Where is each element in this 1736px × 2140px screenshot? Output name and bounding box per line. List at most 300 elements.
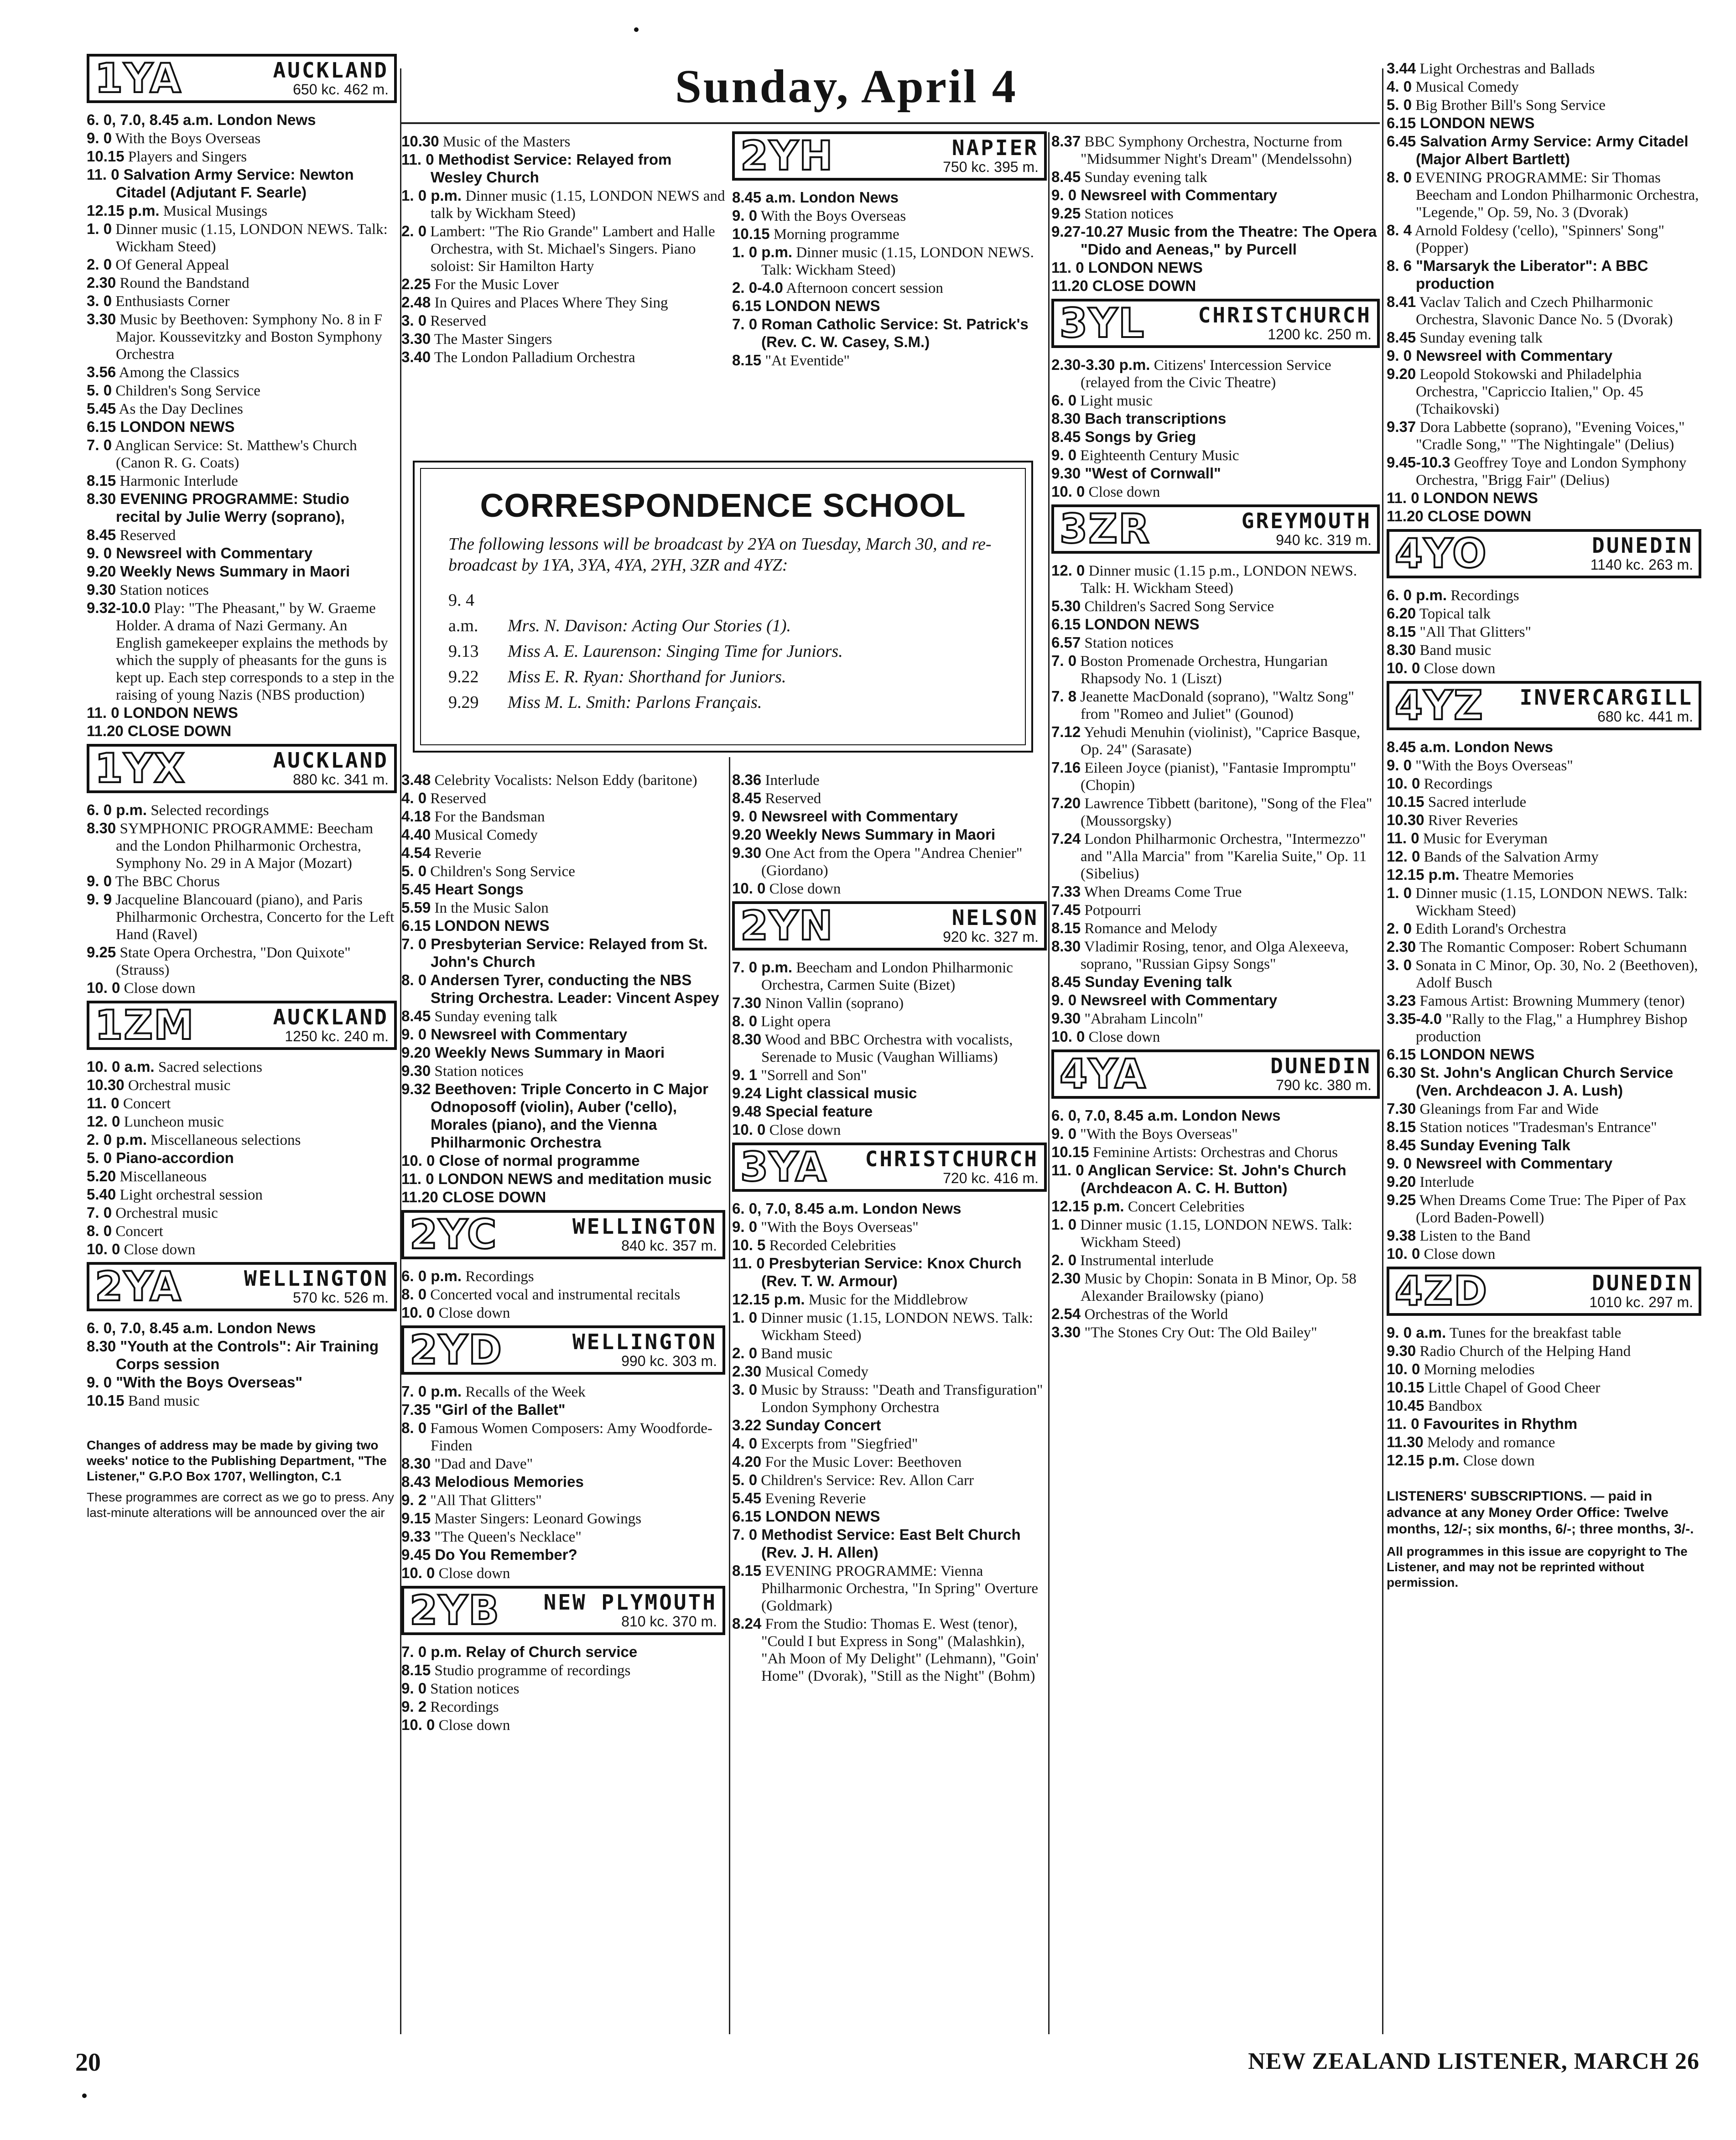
programme-entry bbox=[1387, 1379, 1701, 1397]
programme-title: Recordings bbox=[462, 1268, 534, 1285]
programme-entry bbox=[1051, 616, 1380, 634]
programme-entry bbox=[401, 330, 725, 348]
programme-title: Newsreel with Commentary bbox=[1412, 1155, 1613, 1172]
programme-title: London News bbox=[213, 1319, 316, 1336]
programme-time: 7. 0 p.m. bbox=[401, 1643, 462, 1660]
programme-entry bbox=[87, 130, 397, 147]
programme-time: 8. 4 bbox=[1387, 222, 1412, 239]
programme-time: 11.20 bbox=[1387, 508, 1424, 525]
station-frequency: 1010 kc. 297 m. bbox=[1589, 1293, 1693, 1310]
programme-entry bbox=[87, 1149, 397, 1167]
programme-time: 8.45 bbox=[1387, 1137, 1416, 1153]
programme-time: 10.30 bbox=[1387, 811, 1424, 828]
station-call-sign: 2YD bbox=[410, 1326, 503, 1373]
programme-time: 6. 0 bbox=[1051, 392, 1077, 409]
programme-time: 8.30 bbox=[1387, 641, 1416, 658]
programme-title: Reverie bbox=[431, 845, 482, 862]
station-call-sign: 1ZM bbox=[95, 1002, 195, 1049]
programme-title: Studio programme of recordings bbox=[431, 1662, 631, 1679]
programme-title: Close down bbox=[435, 1305, 510, 1321]
programme-entry bbox=[732, 244, 1047, 279]
programme-entry bbox=[87, 979, 397, 997]
programme-title: Bands of the Salvation Army bbox=[1420, 849, 1599, 865]
programme-title: Anglican Service: St. Matthew's Church (Canon R. G. Coats) bbox=[112, 437, 357, 471]
programme-entry bbox=[1051, 447, 1380, 464]
programme-entry bbox=[1387, 938, 1701, 956]
programme-time: 8.41 bbox=[1387, 293, 1416, 310]
programme-entry bbox=[1387, 956, 1701, 992]
programme-entry bbox=[401, 275, 725, 293]
programme-title: Dinner music (1.15 p.m., LONDON NEWS. Talk: H. Wickham Steed) bbox=[1081, 563, 1357, 597]
station-call-sign: 3ZR bbox=[1060, 505, 1150, 552]
programme-title: Close down bbox=[765, 881, 841, 897]
programme-time: 8.45 bbox=[1051, 168, 1081, 185]
programme-title: Dora Labbette (soprano), "Evening Voices," "Cradle Song," "The Nightingale" (Delius) bbox=[1416, 419, 1685, 453]
programme-entry bbox=[87, 944, 397, 979]
programme-time: 9.30 bbox=[1387, 1342, 1416, 1359]
programme-time: 8.45 bbox=[1051, 973, 1081, 990]
programme-entry bbox=[87, 545, 397, 562]
programme-time: 10. 0 bbox=[732, 880, 766, 897]
programme-time: 7.30 bbox=[1387, 1100, 1416, 1117]
programme-time: 9.45 bbox=[401, 1546, 431, 1563]
programme-time: 4.18 bbox=[401, 808, 431, 825]
station-frequency: 840 kc. 357 m. bbox=[621, 1237, 717, 1254]
programme-title: Methodist Service: Relayed from Wesley Church bbox=[431, 151, 672, 186]
programme-title: Reserved bbox=[426, 790, 487, 807]
station-frequency: 1200 kc. 250 m. bbox=[1268, 326, 1372, 343]
programme-time: 7.30 bbox=[732, 994, 762, 1011]
programme-title: Sunday Evening talk bbox=[1081, 973, 1232, 990]
alteration-notice: These programmes are correct as we go to press. Any last-minute alterations will be announced over the air bbox=[87, 1490, 394, 1520]
programme-title: Instrumental interlude bbox=[1076, 1252, 1214, 1269]
programme-time: 11. 0 bbox=[1051, 259, 1084, 276]
programme-time: 9. 0 a.m. bbox=[1387, 1324, 1446, 1341]
programme-time: 7.24 bbox=[1051, 830, 1081, 847]
station-frequency: 720 kc. 416 m. bbox=[943, 1169, 1039, 1186]
programme-entry bbox=[1387, 257, 1701, 293]
programme-list bbox=[401, 1383, 725, 1582]
programme-entry bbox=[732, 1121, 1047, 1139]
station-4ya bbox=[1051, 1049, 1380, 1099]
programme-time: 7. 0 p.m. bbox=[401, 1383, 462, 1400]
programme-time: 9. 0 bbox=[1387, 347, 1412, 364]
programme-time: 10.15 bbox=[732, 225, 770, 242]
column-rule bbox=[1048, 132, 1050, 2034]
station-1zm bbox=[87, 1001, 397, 1050]
programme-entry bbox=[732, 1381, 1047, 1416]
programme-time: 5.40 bbox=[87, 1186, 116, 1203]
programme-time: 8. 0 bbox=[1387, 169, 1412, 186]
programme-time: 11. 0 bbox=[1387, 1415, 1419, 1432]
station-call-sign: 2YB bbox=[410, 1587, 500, 1634]
station-frequency: 810 kc. 370 m. bbox=[621, 1613, 717, 1630]
programme-title: Gleanings from Far and Wide bbox=[1416, 1101, 1599, 1117]
programme-entry bbox=[1051, 1143, 1380, 1161]
programme-title: Reserved bbox=[761, 790, 821, 807]
programme-title: "The Stones Cry Out: The Old Bailey" bbox=[1081, 1325, 1317, 1341]
programme-title: Recordings bbox=[1447, 587, 1519, 604]
programme-entry bbox=[401, 1170, 725, 1188]
programme-time: 8.45 bbox=[1051, 428, 1081, 445]
programme-entry bbox=[732, 207, 1047, 225]
programme-title: "Abraham Lincoln" bbox=[1081, 1011, 1204, 1027]
programme-entry bbox=[732, 808, 1047, 826]
programme-title: Little Chapel of Good Cheer bbox=[1424, 1380, 1601, 1396]
programme-title: Orchestral music bbox=[112, 1205, 218, 1221]
programme-entry bbox=[87, 418, 397, 436]
programme-title: Light Orchestras and Ballads bbox=[1416, 61, 1595, 77]
programme-time: 9.32-10.0 bbox=[87, 599, 151, 616]
station-3yl bbox=[1051, 299, 1380, 348]
programme-title: The Master Singers bbox=[431, 331, 552, 348]
programme-time: 9.20 bbox=[1387, 365, 1416, 382]
lesson-entry bbox=[448, 664, 998, 690]
programme-entry bbox=[1051, 901, 1380, 919]
programme-time: 2.25 bbox=[401, 275, 431, 292]
programme-title: Edith Lorand's Orchestra bbox=[1412, 921, 1566, 937]
programme-entry bbox=[732, 994, 1047, 1012]
programme-title: Recorded Celebrities bbox=[765, 1237, 896, 1254]
programme-entry bbox=[401, 1267, 725, 1285]
programme-title: From the Studio: Thomas E. West (tenor), "Could I but Express in Song" (Malashkin), "Ah Moon of My Delight" (Lehmann), "Goin' Home" (Dvorak), "Still as the Night" (Bohm) bbox=[761, 1616, 1039, 1684]
programme-time: 10. 0 bbox=[401, 1564, 435, 1581]
programme-entry bbox=[401, 862, 725, 880]
programme-time: 7. 0 bbox=[1051, 652, 1077, 669]
programme-time: 8.30 bbox=[401, 1455, 431, 1472]
programme-title: Enthusiasts Corner bbox=[112, 293, 230, 310]
programme-list bbox=[1387, 738, 1701, 1263]
programme-time: 8.45 bbox=[87, 526, 116, 543]
programme-title: Geoffrey Toye and London Symphony Orchestra, "Brigg Fair" (Delius) bbox=[1416, 455, 1687, 488]
programme-title: In the Music Salon bbox=[431, 900, 549, 916]
programme-time: 12.15 p.m. bbox=[732, 1291, 805, 1308]
programme-entry bbox=[401, 790, 725, 807]
programme-title: Close down bbox=[765, 1122, 841, 1138]
programme-time: 8. 0 bbox=[401, 1419, 427, 1436]
programme-title: Jeanette MacDonald (soprano), "Waltz Song" from "Romeo and Juliet" (Gounod) bbox=[1076, 689, 1354, 722]
programme-entry bbox=[87, 1168, 397, 1185]
programme-entry bbox=[1051, 1324, 1380, 1341]
programme-time: 9. 0 bbox=[401, 1026, 427, 1043]
programme-title: River Reveries bbox=[1424, 812, 1518, 829]
programme-time: 10. 0 bbox=[87, 1241, 120, 1257]
programme-time: 8.24 bbox=[732, 1615, 762, 1632]
programme-entry bbox=[1051, 759, 1380, 794]
station-2yn bbox=[732, 901, 1047, 951]
station-3zr bbox=[1051, 504, 1380, 554]
programme-entry bbox=[732, 1526, 1047, 1562]
programme-entry bbox=[87, 599, 397, 704]
programme-time: 9.27-10.27 bbox=[1051, 223, 1123, 240]
programme-entry bbox=[87, 148, 397, 166]
programme-entry bbox=[401, 348, 725, 366]
programme-title: CLOSE DOWN bbox=[438, 1189, 546, 1205]
programme-title: Music for Everyman bbox=[1419, 831, 1548, 847]
programme-entry bbox=[1051, 973, 1380, 991]
programme-entry bbox=[1387, 992, 1701, 1010]
programme-time: 12. 0 bbox=[1387, 848, 1420, 865]
programme-entry bbox=[1387, 365, 1701, 418]
programme-title: "All That Glitters" bbox=[1416, 624, 1531, 640]
programme-title: In Quires and Places Where They Sing bbox=[431, 295, 668, 311]
programme-time: 6.15 bbox=[1387, 1046, 1416, 1063]
lesson-title: Miss M. L. Smith: Parlons Français. bbox=[508, 693, 762, 712]
programme-title: Orchestras of the World bbox=[1081, 1306, 1228, 1323]
programme-title: Weekly News Summary in Maori bbox=[116, 563, 350, 580]
programme-time: 10.15 bbox=[1387, 1379, 1424, 1396]
programme-title: Sonata in C Minor, Op. 30, No. 2 (Beethoven), Adolf Busch bbox=[1412, 957, 1698, 991]
programme-title: Close down bbox=[120, 1241, 196, 1258]
programme-title: Close down bbox=[435, 1565, 510, 1582]
programme-list bbox=[401, 133, 725, 366]
programme-title: Musical Comedy bbox=[431, 827, 538, 843]
programme-time: 8.15 bbox=[732, 352, 762, 369]
programme-time: 6.57 bbox=[1051, 634, 1081, 651]
programme-time: 10.15 bbox=[87, 148, 125, 165]
programme-title: Dinner music (1.15, LONDON NEWS. Talk: Wickham Steed) bbox=[761, 244, 1034, 278]
programme-time: 11.20 bbox=[401, 1189, 438, 1205]
programme-title: Concert Celebrities bbox=[1124, 1199, 1245, 1215]
programme-title: Arnold Foldesy ('cello), "Spinners' Song" (Popper) bbox=[1412, 223, 1665, 256]
programme-time: 9. 0 bbox=[1051, 447, 1077, 463]
programme-entry bbox=[87, 1113, 397, 1131]
programme-time: 4.20 bbox=[732, 1453, 762, 1470]
programme-title: EVENING PROGRAMME: Vienna Philharmonic Orchestra, "In Spring" Overture (Goldmark) bbox=[761, 1563, 1039, 1614]
programme-entry bbox=[732, 1103, 1047, 1121]
programme-title: Heart Songs bbox=[431, 881, 524, 898]
programme-time: 1. 0 bbox=[1387, 884, 1412, 901]
programme-time: 8. 0 bbox=[401, 1286, 427, 1303]
programme-time: 6. 0 p.m. bbox=[87, 801, 147, 818]
programme-entry bbox=[732, 880, 1047, 898]
programme-entry bbox=[87, 1374, 397, 1392]
programme-entry bbox=[87, 1186, 397, 1204]
programme-title: Close down bbox=[1459, 1453, 1535, 1469]
programme-title: Music by Beethoven: Symphony No. 8 in F Major. Koussevitzky and Boston Symphony Orchestra bbox=[116, 312, 383, 363]
programme-time: 7.20 bbox=[1051, 795, 1081, 811]
programme-entry bbox=[1051, 938, 1380, 973]
programme-entry bbox=[87, 274, 397, 292]
programme-time: 7.45 bbox=[1051, 901, 1081, 918]
programme-entry bbox=[1387, 605, 1701, 623]
programme-time: 9.30 bbox=[87, 581, 116, 598]
programme-time: 8.30 bbox=[87, 490, 116, 507]
programme-title: Topical talk bbox=[1416, 606, 1491, 622]
lesson-time: 9.22 bbox=[448, 667, 479, 686]
programme-title: Yehudi Menuhin (violinist), "Caprice Basque, Op. 24" (Sarasate) bbox=[1081, 724, 1361, 758]
programme-title: Newsreel with Commentary bbox=[426, 1026, 628, 1043]
programme-entry bbox=[1387, 1397, 1701, 1415]
programme-title: Sunday evening talk bbox=[1416, 330, 1543, 346]
programme-entry bbox=[1387, 114, 1701, 132]
programme-title: Special feature bbox=[761, 1103, 873, 1120]
programme-time: 11. 0 bbox=[87, 166, 120, 183]
programme-entry bbox=[401, 1546, 725, 1564]
programme-entry bbox=[732, 1085, 1047, 1102]
programme-list bbox=[1051, 562, 1380, 1046]
programme-title: Newsreel with Commentary bbox=[112, 545, 313, 561]
programme-entry bbox=[1387, 920, 1701, 938]
programme-time: 8. 6 bbox=[1387, 257, 1412, 274]
programme-entry bbox=[732, 1013, 1047, 1030]
programme-time: 9.32 bbox=[401, 1080, 431, 1097]
programme-list bbox=[87, 1058, 397, 1258]
programme-time: 9. 0 bbox=[732, 207, 758, 224]
programme-time: 1. 0 p.m. bbox=[732, 244, 793, 260]
programme-entry bbox=[732, 826, 1047, 844]
programme-entry bbox=[401, 1419, 725, 1454]
programme-title: Sacred interlude bbox=[1424, 794, 1527, 810]
programme-title: "Marsaryk the Liberator": A BBC production bbox=[1412, 257, 1648, 292]
address-notice: Changes of address may be made by giving two weeks' notice to the Publishing Department, "The Listener," G.P.O Box 1707, Wellington, C.1 bbox=[87, 1438, 387, 1483]
programme-entry bbox=[1051, 259, 1380, 277]
programme-time: 9.25 bbox=[1051, 205, 1081, 222]
programme-title: Beecham and London Philharmonic Orchestra, Carmen Suite (Bizet) bbox=[761, 960, 1013, 993]
programme-title: For the Music Lover bbox=[431, 276, 559, 293]
programme-title: Leopold Stokowski and Philadelphia Orchestra, "Capriccio Italien," Op. 45 (Tchaikovski) bbox=[1416, 366, 1643, 417]
programme-entry bbox=[1387, 866, 1701, 884]
programme-entry bbox=[732, 1435, 1047, 1453]
programme-entry bbox=[1387, 1155, 1701, 1173]
programme-time: 3. 0 bbox=[1387, 956, 1412, 973]
programme-time: 1. 0 bbox=[732, 1309, 758, 1326]
programme-title: Excerpts from "Siegfried" bbox=[757, 1436, 918, 1452]
programme-entry bbox=[87, 1131, 397, 1149]
column-5 bbox=[1387, 59, 1701, 1590]
programme-time: 2.30 bbox=[1051, 1270, 1081, 1287]
programme-entry bbox=[732, 225, 1047, 243]
programme-title: Musical Comedy bbox=[1412, 79, 1519, 95]
programme-title: SYMPHONIC PROGRAMME: Beecham and the London Philharmonic Orchestra, Symphony No. 29 in A Major (Mozart) bbox=[116, 821, 374, 872]
programme-time: 4. 0 bbox=[401, 790, 427, 806]
programme-title: Sunday Evening Talk bbox=[1416, 1137, 1570, 1153]
programme-entry bbox=[87, 873, 397, 890]
programme-time: 10. 5 bbox=[732, 1236, 766, 1253]
column-4 bbox=[1051, 132, 1380, 1342]
programme-entry bbox=[401, 1286, 725, 1304]
programme-time: 9.24 bbox=[732, 1085, 762, 1101]
programme-list bbox=[401, 1267, 725, 1322]
programme-entry bbox=[1051, 410, 1380, 428]
programme-time: 8.30 bbox=[1051, 938, 1081, 955]
programme-time: 11. 0 bbox=[732, 1255, 765, 1272]
programme-title: EVENING PROGRAMME: Sir Thomas Beecham and London Philharmonic Orchestra, "Legende," Op. 59, No. 3 (Dvorak) bbox=[1412, 170, 1699, 221]
programme-title: London News bbox=[795, 189, 899, 206]
programme-entry bbox=[732, 1066, 1047, 1084]
programme-time: 3. 0 bbox=[732, 1381, 758, 1398]
programme-time: 2. 0 bbox=[401, 223, 427, 239]
programme-time: 9.30 bbox=[1051, 1010, 1081, 1027]
programme-title: London News bbox=[213, 111, 316, 128]
programme-title: Musical Musings bbox=[159, 203, 268, 219]
station-3ya bbox=[732, 1143, 1047, 1192]
programme-time: 9.20 bbox=[1387, 1173, 1416, 1190]
programme-time: 8.45 a.m. bbox=[732, 189, 796, 206]
programme-entry bbox=[401, 1401, 725, 1419]
programme-entry bbox=[1387, 623, 1701, 641]
programme-entry bbox=[87, 1095, 397, 1112]
programme-title: Vladimir Rosing, tenor, and Olga Alexeeva, soprano, "Russian Gipsy Songs" bbox=[1081, 939, 1349, 972]
programme-title: Station notices bbox=[1081, 635, 1174, 651]
programme-time: 7. 8 bbox=[1051, 688, 1077, 705]
station-call-sign: 2YA bbox=[95, 1263, 182, 1310]
programme-title: LONDON NEWS bbox=[119, 704, 238, 721]
programme-title: Selected recordings bbox=[147, 802, 269, 819]
programme-entry bbox=[87, 801, 397, 819]
programme-title: Potpourri bbox=[1081, 902, 1142, 919]
programme-entry bbox=[87, 526, 397, 544]
programme-title: Concerted vocal and instrumental recitals bbox=[426, 1287, 681, 1303]
programme-entry bbox=[1051, 723, 1380, 758]
programme-entry bbox=[732, 1218, 1047, 1236]
programme-title: Sunday evening talk bbox=[1081, 169, 1207, 186]
programme-time: 10. 0 bbox=[87, 979, 120, 996]
programme-entry bbox=[732, 1255, 1047, 1290]
programme-entry bbox=[401, 881, 725, 899]
programme-title: Concert bbox=[119, 1096, 171, 1112]
programme-entry bbox=[401, 1189, 725, 1206]
programme-time: 6.15 bbox=[1387, 114, 1416, 131]
programme-title: Band music bbox=[124, 1393, 200, 1409]
programme-entry bbox=[1051, 465, 1380, 483]
programme-time: 10.15 bbox=[1387, 793, 1424, 810]
station-4zd bbox=[1387, 1267, 1701, 1316]
programme-entry bbox=[1051, 277, 1380, 295]
programme-title: Relay of Church service bbox=[462, 1643, 638, 1660]
programme-entry bbox=[732, 1615, 1047, 1685]
programme-title: Sunday Concert bbox=[761, 1417, 881, 1434]
column-3-top bbox=[732, 128, 1047, 370]
programme-time: 9. 2 bbox=[401, 1698, 427, 1715]
programme-time: 5. 0 bbox=[1387, 96, 1412, 113]
programme-title: Reserved bbox=[426, 313, 487, 329]
programme-entry bbox=[732, 1363, 1047, 1381]
programme-list bbox=[1387, 60, 1701, 525]
programme-entry bbox=[1387, 1324, 1701, 1342]
programme-entry bbox=[1387, 775, 1701, 793]
programme-entry bbox=[87, 1204, 397, 1222]
programme-entry bbox=[87, 1076, 397, 1094]
correspondence-intro: The following lessons will be broadcast by 2YA on Tuesday, March 30, and re-broadcast by 1YA, 3YA, 4YA, 2YH, 3ZR and 4YZ: bbox=[448, 535, 992, 575]
programme-entry bbox=[1051, 1162, 1380, 1197]
programme-entry bbox=[732, 844, 1047, 879]
station-frequency: 920 kc. 327 m. bbox=[943, 928, 1039, 945]
programme-entry bbox=[1387, 1191, 1701, 1226]
programme-entry bbox=[87, 364, 397, 381]
programme-title: "Dad and Dave" bbox=[431, 1456, 533, 1472]
programme-time: 6.30 bbox=[1387, 1064, 1416, 1081]
programme-title: Boston Promenade Orchestra, Hungarian Rhapsody No. 1 (Liszt) bbox=[1076, 653, 1328, 687]
programme-title: London News bbox=[858, 1200, 962, 1217]
programme-title: LONDON NEWS bbox=[761, 1508, 880, 1525]
programme-entry bbox=[401, 312, 725, 330]
programme-title: Band music bbox=[757, 1345, 833, 1362]
programme-time: 9.25 bbox=[87, 944, 116, 961]
programme-time: 8. 0 bbox=[87, 1222, 112, 1239]
programme-title: "All That Glitters" bbox=[426, 1492, 542, 1509]
programme-entry bbox=[1387, 454, 1701, 489]
programme-entry bbox=[1387, 830, 1701, 847]
programme-entry bbox=[1387, 78, 1701, 96]
programme-time: 2.30 bbox=[1387, 938, 1416, 955]
station-frequency: 1250 kc. 240 m. bbox=[285, 1028, 389, 1044]
programme-list bbox=[87, 1319, 397, 1410]
programme-title: State Opera Orchestra, "Don Quixote" (Strauss) bbox=[116, 945, 351, 978]
programme-time: 6.20 bbox=[1387, 605, 1416, 622]
station-2ya bbox=[87, 1262, 397, 1311]
programme-time: 10. 0 bbox=[401, 1152, 435, 1169]
